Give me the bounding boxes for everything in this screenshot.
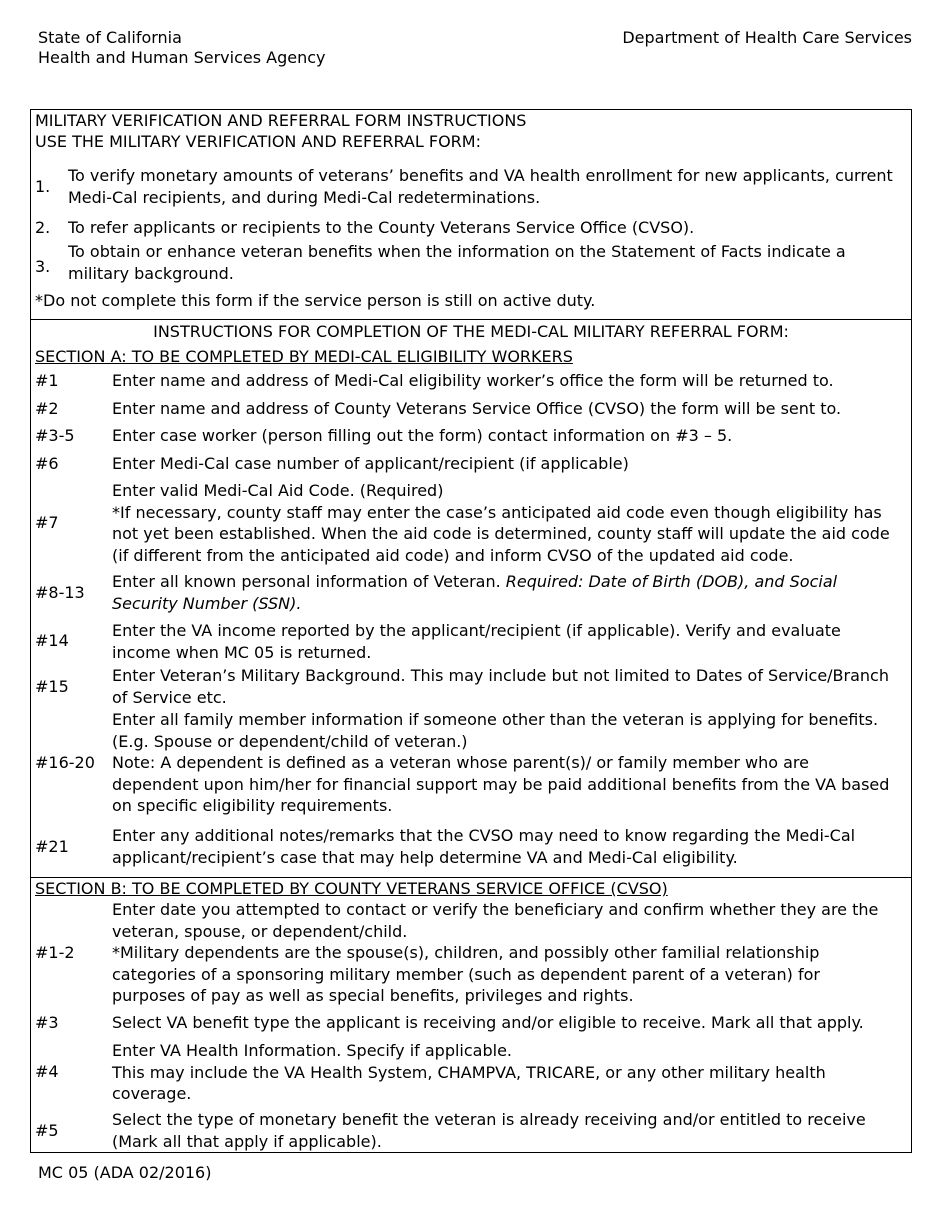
required-note: Security Number (SSN). (112, 593, 302, 613)
instruction-line: on specific eligibility requirements. (112, 796, 393, 815)
usage-item: To refer applicants or recipients to the County Veterans Service Office (CVSO). (68, 218, 695, 237)
field-number: #1-2 (35, 943, 75, 962)
field-instruction: Enter name and address of County Veterans Service Office (CVSO) the form will be sent to. (112, 399, 842, 418)
section-a-heading: INSTRUCTIONS FOR COMPLETION OF THE MEDI-CAL MILITARY REFERRAL FORM: (153, 322, 789, 341)
instruction-line: veteran, spouse, or dependent/child. (112, 921, 408, 941)
instruction-line: Enter the VA income reported by the applicant/recipient (if applicable). Verify and evaluate (112, 621, 841, 640)
instruction-line: income when MC 05 is returned. (112, 642, 372, 662)
instruction-line: Note: A dependent is defined as a veteran whose parent(s)/ or family member who are (112, 753, 809, 772)
field-instruction (112, 571, 907, 614)
field-number: #4 (35, 1062, 59, 1081)
field-instruction (112, 899, 907, 1007)
department-name: Department of Health Care Services (622, 28, 912, 47)
field-instruction (112, 480, 907, 566)
form-number: MC 05 (ADA 02/2016) (38, 1163, 212, 1182)
field-number: #3 (35, 1013, 59, 1032)
field-number: #14 (35, 631, 69, 650)
section-a-title: SECTION A: TO BE COMPLETED BY MEDI-CAL ELIGIBILITY WORKERS (35, 347, 573, 366)
active-duty-note: *Do not complete this form if the service person is still on active duty. (35, 291, 596, 310)
intro-section (31, 110, 911, 320)
field-number: #3-5 (35, 426, 75, 445)
instruction-line: (Mark all that apply if applicable). (112, 1131, 382, 1151)
instruction-line: Enter Veteran’s Military Background. This may include but not limited to Dates of Service/Branch (112, 666, 889, 685)
instruction-line: Enter all family member information if someone other than the veteran is applying for benefits. (112, 710, 879, 729)
form-title: MILITARY VERIFICATION AND REFERRAL FORM INSTRUCTIONS (35, 111, 527, 130)
field-instruction (112, 1109, 907, 1152)
field-number: #8-13 (35, 583, 85, 602)
usage-item-line: Medi-Cal recipients, and during Medi-Cal redeterminations. (68, 187, 541, 207)
instruction-line: categories of a sponsoring military member (such as dependent parent of a veteran) for (112, 964, 820, 984)
instruction-text: Enter all known personal information of Veteran. (112, 572, 506, 591)
instruction-line: Enter valid Medi-Cal Aid Code. (Required) (112, 481, 444, 500)
required-note: Required: Date of Birth (DOB), and Social (505, 572, 838, 591)
field-instruction (112, 1040, 907, 1105)
field-number: #1 (35, 371, 59, 390)
instruction-line: (E.g. Spouse or dependent/child of veteran.) (112, 731, 468, 751)
agency-name: Health and Human Services Agency (38, 48, 326, 67)
field-number: #16-20 (35, 753, 95, 772)
usage-item-number: 1. (35, 177, 51, 196)
section-b (31, 878, 911, 1154)
instruction-line: *Military dependents are the spouse(s), children, and possibly other familial relationship (112, 943, 820, 962)
instruction-line: of Service etc. (112, 687, 227, 707)
usage-item (68, 241, 907, 284)
instruction-line: (if different from the anticipated aid code) and inform CVSO of the updated aid code. (112, 545, 794, 565)
usage-item-line: military background. (68, 263, 234, 283)
usage-item-number: 3. (35, 257, 51, 276)
usage-item-number: 2. (35, 218, 51, 237)
instruction-line: Enter date you attempted to contact or verify the beneficiary and confirm whether they are the (112, 900, 879, 919)
instruction-line: Select the type of monetary benefit the veteran is already receiving and/or entitled to receive (112, 1110, 866, 1129)
instruction-line: *If necessary, county staff may enter the case’s anticipated aid code even though eligibility has (112, 502, 882, 522)
instructions-box (30, 109, 912, 1153)
instruction-line: purposes of pay as well as special benefits, privileges and rights. (112, 986, 634, 1005)
instruction-line: Enter any additional notes/remarks that the CVSO may need to know regarding the Medi-Cal (112, 826, 856, 845)
section-a (31, 320, 911, 878)
field-instruction: Enter case worker (person filling out the form) contact information on #3 – 5. (112, 426, 733, 445)
instruction-line: Enter VA Health Information. Specify if applicable. (112, 1041, 513, 1060)
agency-header (38, 28, 326, 68)
field-number: #21 (35, 837, 69, 856)
field-instruction: Enter Medi-Cal case number of applicant/recipient (if applicable) (112, 454, 629, 473)
section-b-title: SECTION B: TO BE COMPLETED BY COUNTY VETERANS SERVICE OFFICE (CVSO) (35, 879, 668, 898)
instruction-line: This may include the VA Health System, CHAMPVA, TRICARE, or any other military health (112, 1062, 826, 1082)
usage-item-line: To verify monetary amounts of veterans’ benefits and VA health enrollment for new applicants, current (68, 166, 893, 185)
field-number: #2 (35, 399, 59, 418)
instruction-line: applicant/recipient’s case that may help determine VA and Medi-Cal eligibility. (112, 847, 738, 867)
usage-item (68, 165, 907, 208)
field-number: #6 (35, 454, 59, 473)
field-instruction (112, 709, 907, 817)
field-instruction: Select VA benefit type the applicant is receiving and/or eligible to receive. Mark all that apply. (112, 1013, 864, 1032)
field-instruction (112, 620, 907, 663)
instruction-line: dependent upon him/her for financial support may be paid additional benefits from the VA based (112, 774, 890, 794)
field-instruction (112, 665, 907, 708)
field-number: #15 (35, 677, 69, 696)
field-number: #7 (35, 513, 59, 532)
instruction-line: coverage. (112, 1084, 192, 1103)
field-instruction (112, 825, 907, 868)
usage-title: USE THE MILITARY VERIFICATION AND REFERRAL FORM: (35, 132, 481, 151)
state-name: State of California (38, 28, 182, 47)
instruction-line (112, 571, 907, 593)
instruction-line: not yet been established. When the aid code is determined, county staff will update the aid code (112, 524, 890, 543)
field-number: #5 (35, 1121, 59, 1140)
usage-item-line: To obtain or enhance veteran benefits when the information on the Statement of Facts indicate a (68, 242, 846, 261)
field-instruction: Enter name and address of Medi-Cal eligibility worker’s office the form will be returned to. (112, 371, 834, 390)
